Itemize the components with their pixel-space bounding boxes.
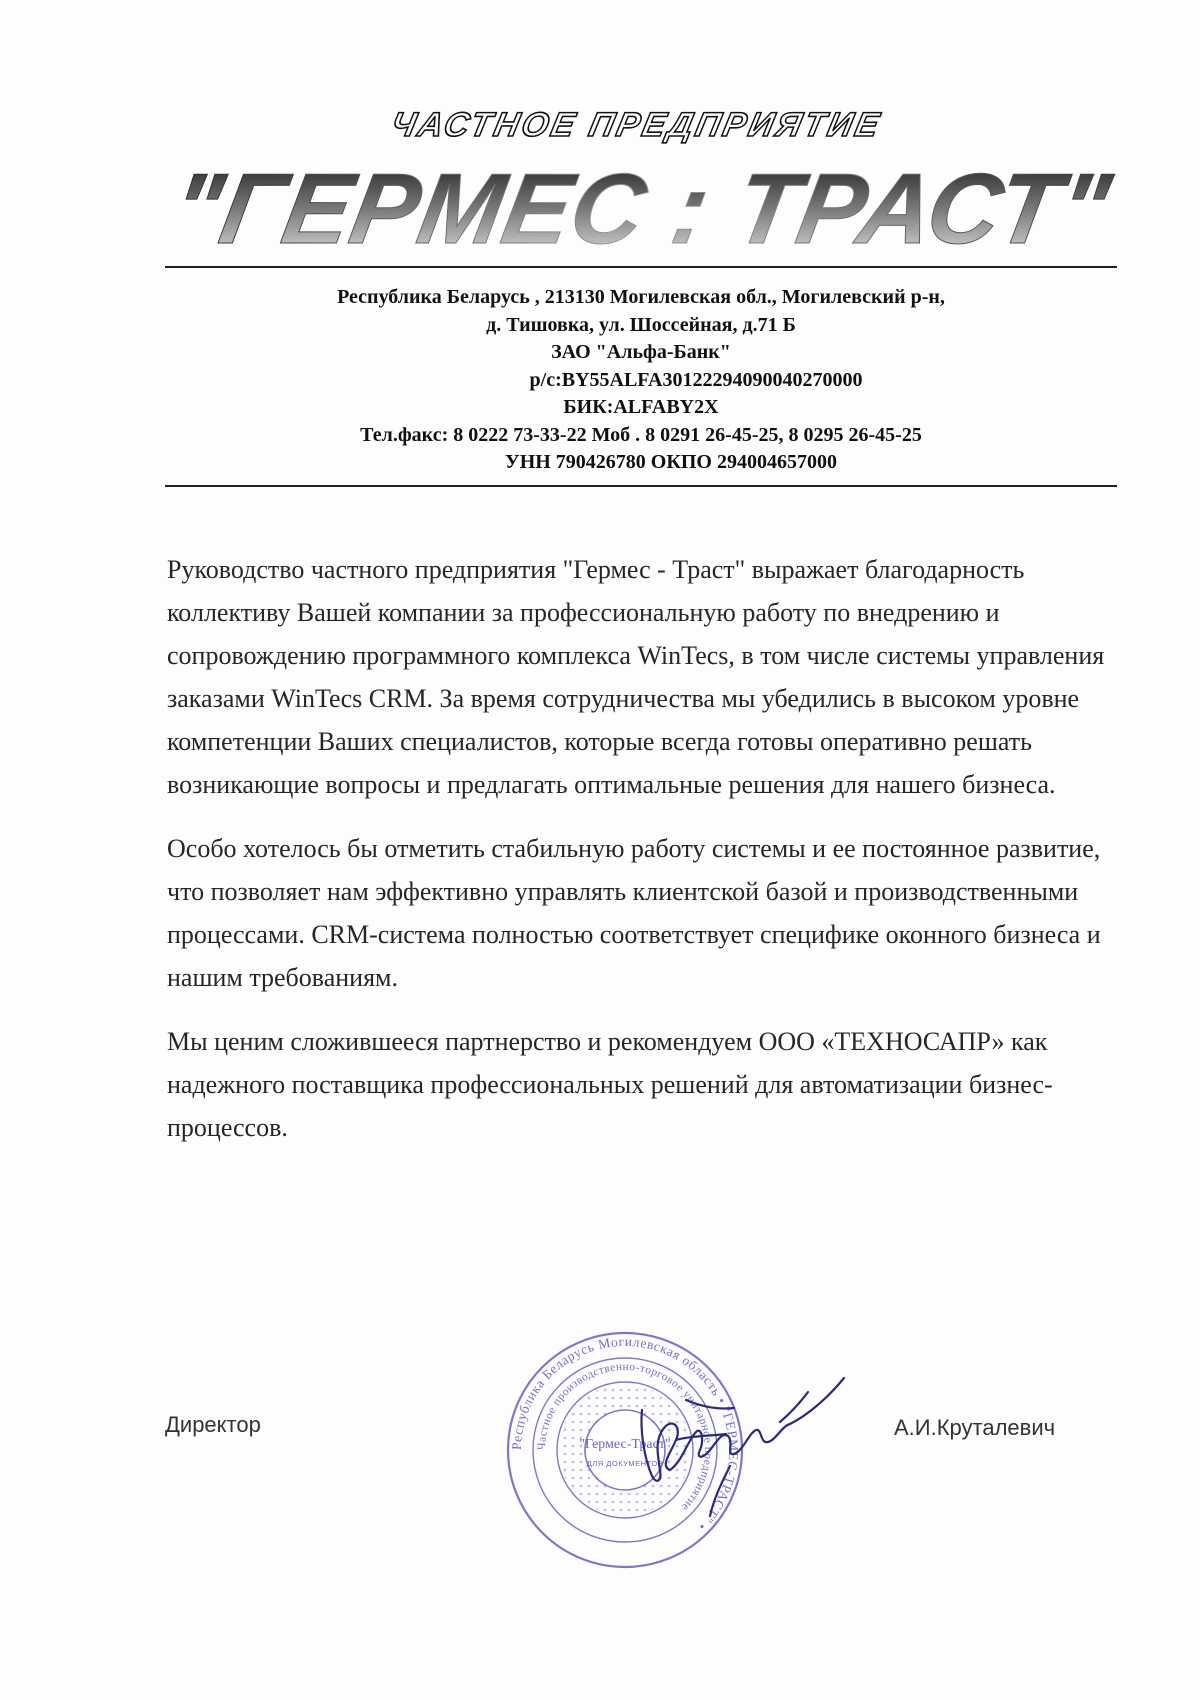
bank-account: р/с:BY55ALFA30122294090040270000 (529, 368, 863, 391)
stamp-center-small: ДЛЯ ДОКУМЕНТОВ (586, 1459, 664, 1468)
signatory-name: А.И.Круталевич (894, 1415, 1056, 1440)
stamp-center-text: "Гермес-Траст" (579, 1437, 671, 1452)
company-logo (163, 106, 1119, 265)
logo-line1: ЧАСТНОЕ ПРЕДПРИЯТИЕ (387, 106, 886, 144)
address-line-2: д. Тишовка, ул. Шоссейная, д.71 Б (486, 313, 796, 336)
address-line-1: Республика Беларусь , 213130 Могилевская обл., Могилевский р-н, (337, 286, 945, 308)
header-divider-top (165, 266, 1117, 268)
bank-bic: БИК:ALFABY2X (563, 396, 719, 418)
letter-body (167, 548, 1117, 1170)
phones: Тел.факс: 8 0222 73-33-22 Моб . 8 0291 26-45-25, 8 0295 26-45-25 (360, 423, 922, 446)
signatory-title: Директор (165, 1412, 261, 1437)
paragraph-3: Мы ценим сложившееся партнерство и рекомендуем ООО «ТЕХНОСАПР» как надежного поставщика профессиональных решений для автоматизации бизнес-процессов. (167, 1027, 1053, 1142)
handwritten-signature (630, 1370, 860, 1520)
header-divider-bottom (165, 485, 1117, 487)
stamp-inner-text: Частное производственно-торговое унитарное предприятие (535, 1360, 714, 1514)
stamp-outer-text: Республика Беларусь Могилевская область • "ГЕРМЕС-ТРАСТ" • (508, 1333, 742, 1534)
bank-name: ЗАО "Альфа-Банк" (551, 341, 731, 363)
company-requisites (165, 284, 1117, 477)
paragraph-1: Руководство частного предприятия "Гермес - Траст" выражает благодарность коллективу Вашей компании за профессиональную работу по внедрению и сопровождению программного комплекса WinTecs, в том числе системы управления заказами WinTecs CRM. За время сотрудничества мы убедились в высоком уровне компетенции Ваших специалистов, которые всегда готовы оперативно решать возникающие вопросы и предлагать оптимальные решения для нашего бизнеса. (167, 555, 1105, 799)
logo-line2: "ГЕРМЕС : ТРАСТ" (163, 153, 1119, 265)
registration-ids: УНН 790426780 ОКПО 294004657000 (505, 451, 837, 473)
paragraph-2: Особо хотелось бы отметить стабильную работу системы и ее постоянное развитие, что позволяет нам эффективно управлять клиентской базой и производственными процессами. CRM-система полностью соответствует специфике оконного бизнеса и нашим требованиям. (167, 834, 1101, 992)
